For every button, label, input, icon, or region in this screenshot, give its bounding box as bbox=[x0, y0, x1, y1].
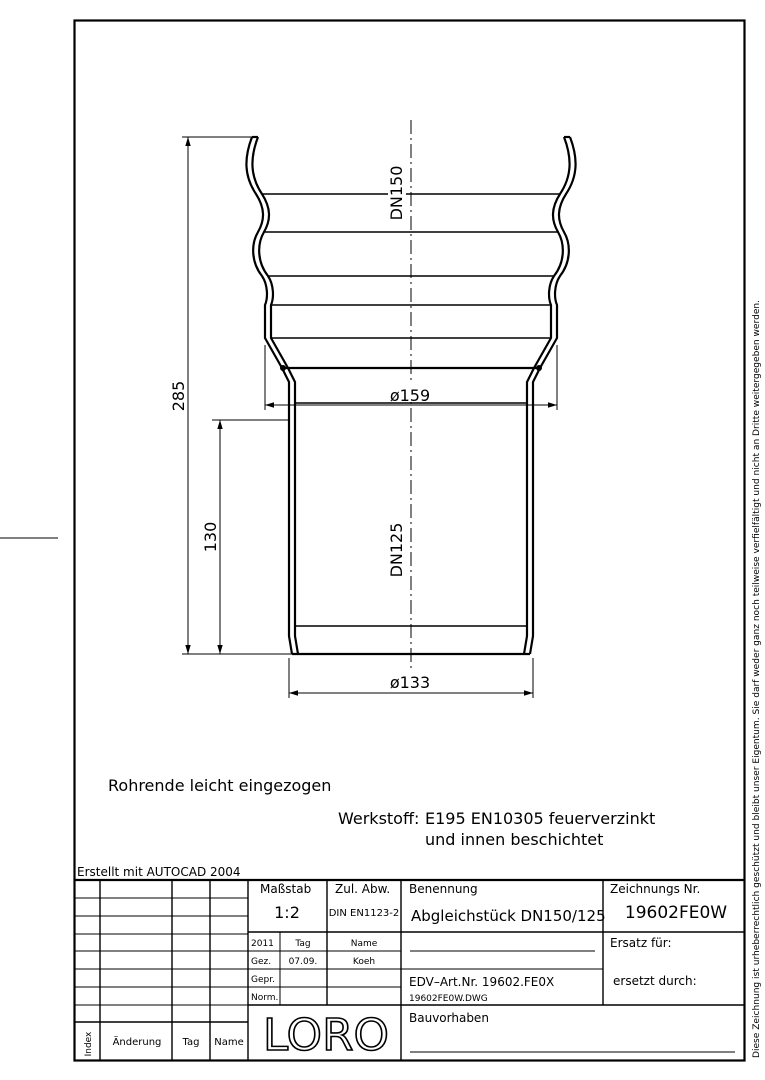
note-material-label: Werkstoff: bbox=[338, 809, 420, 828]
dim-lower-diameter: ø133 bbox=[389, 673, 431, 692]
norm-label: Norm. bbox=[251, 993, 279, 1003]
dimension-lines bbox=[182, 137, 557, 698]
year-label: 2011 bbox=[251, 939, 274, 949]
name-header: Benennung bbox=[409, 882, 478, 896]
note-material-line1: E195 EN10305 feuerverzinkt bbox=[425, 809, 656, 828]
dim-outer-diameter: ø159 bbox=[389, 386, 431, 405]
loro-logo: LORO bbox=[263, 1010, 389, 1061]
dim-lower-height: 130 bbox=[201, 521, 220, 553]
drawn-name: Koeh bbox=[352, 957, 376, 967]
replacement-for: Ersatz für: bbox=[610, 936, 672, 950]
dim-total-height: 285 bbox=[169, 380, 188, 412]
created-with-note: Erstellt mit AUTOCAD 2004 bbox=[77, 865, 241, 879]
name-value: Abgleichstück DN150/125 bbox=[411, 907, 606, 925]
copyright-notice: Diese Zeichnung ist urheberrechtlich geschützt und bleibt unser Eigentum. Sie darf weder ganz noch teilweise verfielfältigt und nicht an Dritte weitergegeben werden. bbox=[752, 346, 762, 1058]
tolerance-value: DIN EN1123-2 bbox=[328, 908, 400, 919]
note-material-line2: und innen beschichtet bbox=[425, 830, 604, 849]
label-dn150: DN150 bbox=[387, 165, 406, 221]
edp-number: EDV–Art.Nr. 19602.FE0X bbox=[409, 975, 555, 989]
drawing-no-header: Zeichnungs Nr. bbox=[610, 882, 701, 896]
project-label: Bauvorhaben bbox=[409, 1011, 489, 1025]
replaced-by: ersetzt durch: bbox=[613, 974, 697, 988]
label-dn125: DN125 bbox=[387, 522, 406, 578]
rev-index-header: Index bbox=[84, 1031, 94, 1057]
drawing-no-value: 19602FE0W bbox=[624, 903, 728, 923]
rev-change-header: Änderung bbox=[112, 1037, 162, 1048]
scale-value: 1:2 bbox=[274, 903, 300, 922]
drawn-label: Gez. bbox=[251, 957, 272, 967]
person-header: Name bbox=[350, 939, 378, 949]
tolerance-header: Zul. Abw. bbox=[335, 882, 391, 896]
day-header: Tag bbox=[295, 939, 311, 949]
dwg-file: 19602FE0W.DWG bbox=[409, 994, 488, 1004]
rev-name-header: Name bbox=[214, 1037, 244, 1048]
scale-header: Maßstab bbox=[260, 882, 312, 896]
drawn-day: 07.09. bbox=[288, 957, 318, 967]
checked-label: Gepr. bbox=[251, 975, 275, 985]
note-pipe-end: Rohrende leicht eingezogen bbox=[108, 776, 332, 795]
rev-day-header: Tag bbox=[182, 1037, 200, 1048]
